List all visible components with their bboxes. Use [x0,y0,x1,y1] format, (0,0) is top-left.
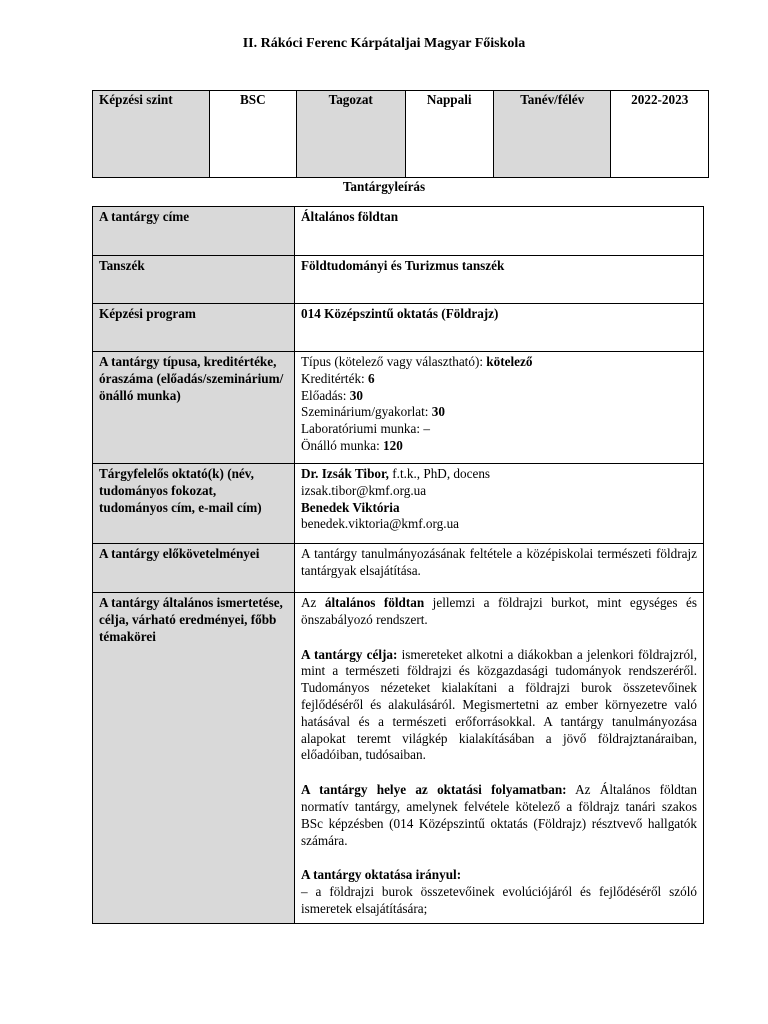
goal-paragraph: A tantárgy célja: ismereteket alkotni a diákokban a jelenkori földrajzról, mint a természeti földrajzi és közgazdasági tudományok rendszeréről. Tudományos nézeteket kialakítani a földrajzi burok összetevőinek fejlődéséről és alakulásáról. Megismertetni az ember környezetre való hatásával és a természeti erőforrásokkal. A tantárgy tanulmányozása alapokat teremt világkép kialakításában a jövő földrajztanáraiban, előadóiban, tudósaiban. [301,646,697,763]
teacher-name-1: Dr. Izsák Tibor, [301,466,389,481]
type-value: kötelező [486,354,533,369]
table-row [93,304,704,352]
year-label: Tanév/félév [493,91,611,178]
lecture-value: 30 [349,387,363,403]
table-row [93,593,704,924]
training-level-value: BSC [209,91,296,178]
course-description-table [92,206,704,924]
list-item: – a földrajzi burok összetevőinek evolúciójáról és fejlődéséről szóló ismeretek elsajátítására; [301,884,697,916]
department-value: Földtudományi és Turizmus tanszék [295,256,704,304]
course-type-label: A tantárgy típusa, kreditértéke, óraszáma (előadás/szeminárium/önálló munka) [93,352,295,464]
institution-title: II. Rákóci Ferenc Kárpátaljai Magyar Főiskola [242,36,526,51]
type-prefix: Típus (kötelező vagy választható): [301,354,487,369]
teacher-name-2: Benedek Viktória [301,499,400,515]
table-row [93,464,704,544]
teacher-value [295,464,704,544]
table-row [93,207,704,256]
division-value: Nappali [405,91,493,178]
training-level-label: Képzési szint [93,91,210,178]
credit-value: 6 [368,370,375,386]
department-label: Tanszék [93,256,295,304]
teacher-email-1: izsak.tibor@kmf.org.ua [301,482,427,498]
direction-paragraph: A tantárgy oktatása irányul: – a földrajzi burok összetevőinek evolúciójáról és fejlődéséről szóló ismeretek elsajátítására; [301,867,697,916]
prerequisites-value: A tantárgy tanulmányozásának feltétele a középiskolai természeti földrajz tantárgyak elsajátítása. [295,544,704,593]
year-value: 2022-2023 [611,91,709,178]
teacher-label: Tárgyfelelős oktató(k) (név, tudományos fokozat, tudományos cím, e-mail cím) [93,464,295,544]
description-value [295,593,704,924]
teacher-title-1: f.t.k., PhD, docens [388,466,491,481]
course-title-label: A tantárgy címe [93,207,295,256]
teacher-email-2: benedek.viktoria@kmf.org.ua [301,516,460,532]
credit-prefix: Kreditérték: [301,370,369,386]
course-description-caption: Tantárgyleírás [342,179,426,194]
seminar-prefix: Szeminárium/gyakorlat: [301,404,432,420]
program-label: Képzési program [93,304,295,352]
place-paragraph: A tantárgy helye az oktatási folyamatban: Az Általános földtan normatív tantárgy, amelynek felvétele kötelező a földrajz tanári szakos BSc képzésben (014 Középszintű oktatás (Földrajz) résztvevő hallgatók számára. [301,782,697,848]
lab-hours: Laboratóriumi munka: – [301,421,430,437]
course-title-value: Általános földtan [295,207,704,256]
table-row [93,256,704,304]
program-value: 014 Középszintű oktatás (Földrajz) [295,304,704,352]
seminar-value: 30 [431,404,445,420]
description-label: A tantárgy általános ismertetése, célja, várható eredményei, főbb témakörei [93,593,295,924]
prerequisites-label: A tantárgy előkövetelményei [93,544,295,593]
self-study-prefix: Önálló munka: [301,437,384,453]
lecture-prefix: Előadás: [301,387,350,403]
intro-paragraph: Az általános földtan jellemzi a földrajzi burkot, mint egységes és önszabályozó rendszert. [301,595,697,627]
training-level-table [92,90,709,178]
table-row [93,544,704,593]
self-study-value: 120 [383,437,403,453]
table-row [93,352,704,464]
course-type-value [295,352,704,464]
division-label: Tagozat [296,91,405,178]
